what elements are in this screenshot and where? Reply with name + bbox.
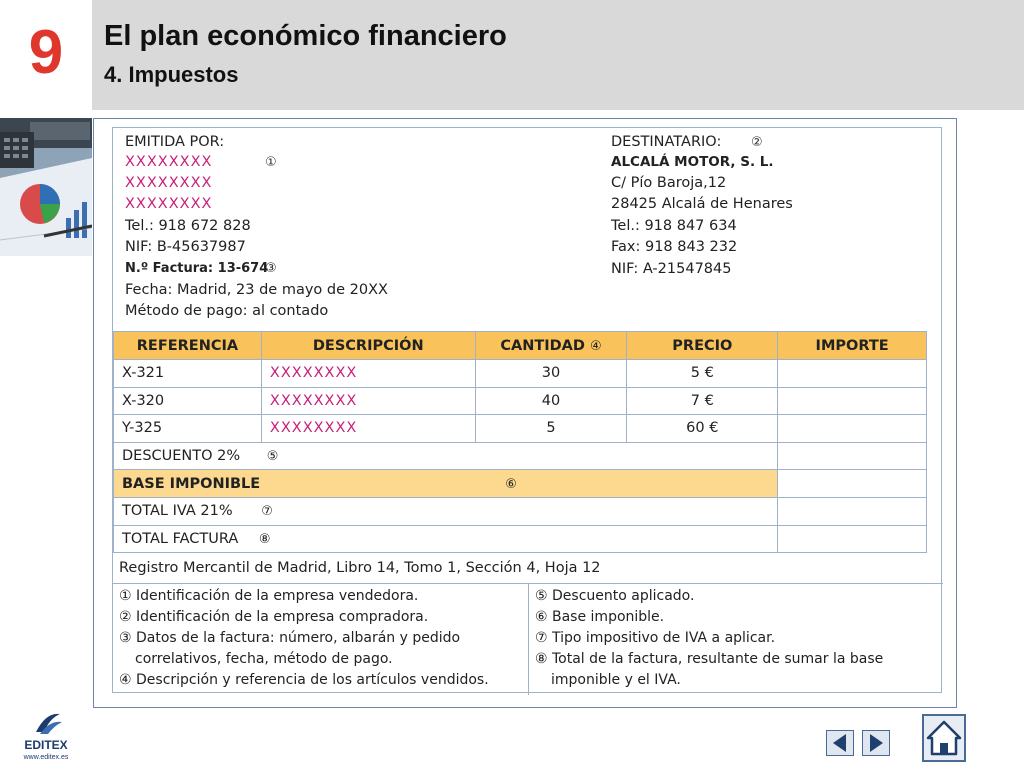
legend-item: ⑦ Tipo impositivo de IVA a aplicar. [535,630,776,646]
vat-label: TOTAL IVA 21% [122,503,233,520]
table-row [114,387,927,415]
header-price: PRECIO [627,332,778,360]
recipient-tel: Tel.: 918 847 634 [611,218,737,234]
base-row [114,470,927,498]
recipient-name: ALCALÁ MOTOR, S. L. [611,154,774,170]
cell-price: 7 € [627,387,778,415]
issuer-line-2: XXXXXXXX [125,175,213,191]
header-reference: REFERENCIA [114,332,262,360]
total-amount [778,525,927,553]
recipient-label: DESTINATARIO: [611,134,722,150]
invoice-number: N.º Factura: 13-674 [125,261,269,276]
arrow-left-icon [827,731,853,755]
cell-reference: Y-325 [114,415,262,443]
cell-description: XXXXXXXX [261,387,475,415]
marker-3: ③ [265,261,277,276]
invoice-document [112,127,942,693]
chapter-box [0,0,92,110]
logo-name: EDITEX [24,738,68,752]
legend-item: ⑥ Base imponible. [535,609,665,625]
vat-amount [778,497,927,525]
next-button[interactable] [862,730,890,756]
cell-amount [778,387,927,415]
issuer-line-3: XXXXXXXX [125,196,213,212]
invoice-table [113,331,927,553]
legend-box [113,583,943,694]
issuer-label: EMITIDA POR: [125,134,225,150]
marker-6: ⑥ [505,476,517,492]
legend-left [113,584,529,695]
home-button[interactable] [922,714,966,762]
total-row [114,525,927,553]
marker-5: ⑤ [266,449,279,465]
legend-item: ② Identificación de la empresa compradora. [119,609,429,625]
header-bar [92,0,1024,110]
home-icon [924,716,964,760]
issuer-line-1: XXXXXXXX [125,154,213,170]
base-label: BASE IMPONIBLE [122,475,261,492]
discount-label-cell [114,442,778,470]
base-label-cell [114,470,778,498]
editex-logo-icon [14,708,78,738]
marker-1: ① [265,155,277,170]
header-quantity [475,332,627,360]
cell-reference: X-321 [114,360,262,388]
cell-quantity: 40 [475,387,627,415]
cell-price: 60 € [627,415,778,443]
page-subtitle: 4. Impuestos [104,62,239,87]
arrow-right-icon [863,731,889,755]
discount-row [114,442,927,470]
cell-amount [778,415,927,443]
cell-quantity: 5 [475,415,627,443]
issuer-tel: Tel.: 918 672 828 [125,218,251,234]
discount-amount [778,442,927,470]
previous-button[interactable] [826,730,854,756]
marker-7: ⑦ [261,504,273,520]
marker-2: ② [751,135,763,150]
registry-note: Registro Mercantil de Madrid, Libro 14, Tomo 1, Sección 4, Hoja 12 [119,560,601,576]
marker-8: ⑧ [258,531,271,547]
legend-item: ⑧ Total de la factura, resultante de sumar la base [535,651,884,667]
total-label-cell [114,525,778,553]
issuer-nif: NIF: B-45637987 [125,239,246,255]
legend-item: ③ Datos de la factura: número, albarán y pedido [119,630,461,646]
legend-right [529,584,943,695]
cell-quantity: 30 [475,360,627,388]
invoice-frame [93,118,957,708]
legend-item: imponible y el IVA. [551,672,681,688]
cell-reference: X-320 [114,387,262,415]
vat-label-cell [114,497,778,525]
legend-item: ⑤ Descuento aplicado. [535,588,695,604]
payment-method: Método de pago: al contado [125,303,329,319]
cell-amount [778,360,927,388]
cell-description: XXXXXXXX [261,360,475,388]
legend-item: correlativos, fecha, método de pago. [135,651,393,667]
chapter-number: 9 [28,18,64,87]
legend-item: ① Identificación de la empresa vendedora. [119,588,419,604]
header-amount: IMPORTE [778,332,927,360]
legend-item: ④ Descripción y referencia de los artículos vendidos. [119,672,489,688]
header-quantity-label: CANTIDAD [500,337,585,354]
recipient-fax: Fax: 918 843 232 [611,239,738,255]
base-amount [778,470,927,498]
table-row [114,360,927,388]
total-label: TOTAL FACTURA [122,530,239,547]
side-photo [0,118,92,256]
logo-url: www.editex.es [23,754,69,761]
marker-4: ④ [590,338,602,354]
recipient-city: 28425 Alcalá de Henares [611,196,793,212]
recipient-address: C/ Pío Baroja,12 [611,175,727,191]
header-description: DESCRIPCIÓN [261,332,475,360]
discount-label: DESCUENTO 2% [122,448,241,465]
table-row [114,415,927,443]
table-header-row [114,332,927,360]
page-title: El plan económico financiero [104,20,507,52]
cell-description: XXXXXXXX [261,415,475,443]
recipient-nif: NIF: A-21547845 [611,261,732,277]
cell-price: 5 € [627,360,778,388]
editex-logo [14,708,78,760]
vat-row [114,497,927,525]
invoice-date: Fecha: Madrid, 23 de mayo de 20XX [125,282,388,298]
